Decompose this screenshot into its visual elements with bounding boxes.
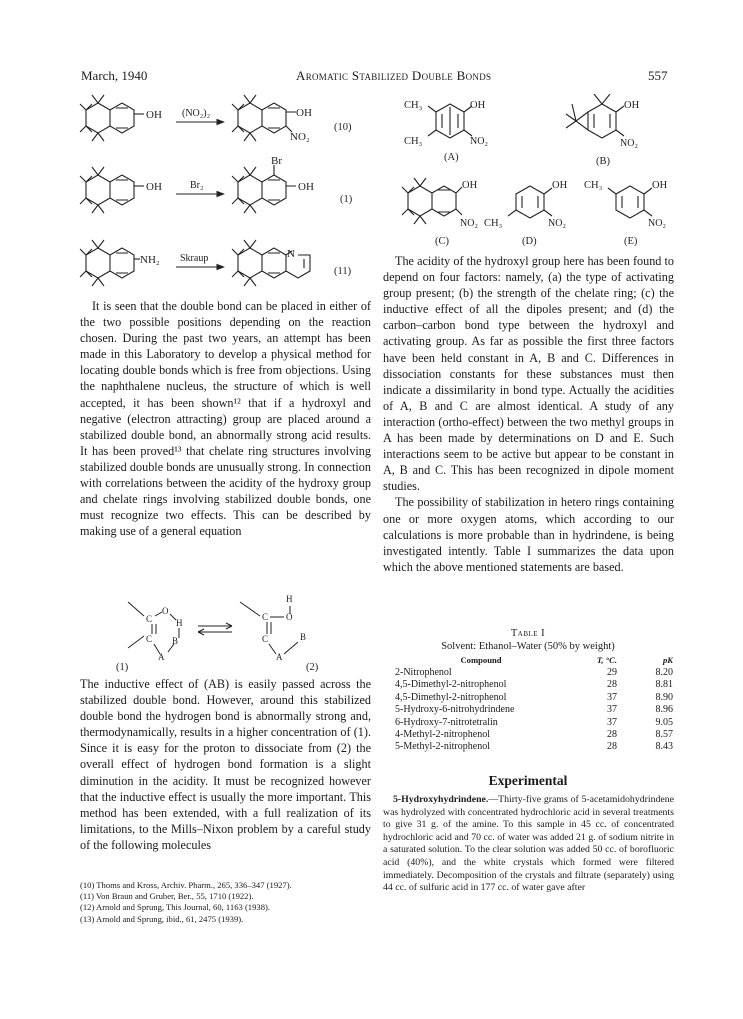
left-column-continued: [80, 676, 371, 853]
svg-text:C: C: [146, 614, 153, 624]
product-n: N: [287, 248, 295, 260]
compound-a: [428, 104, 472, 138]
group-oh-1: OH: [146, 109, 162, 121]
paragraph: The acidity of the hydroxyl group here has been found to depend on four factors: namely, (a) the type of activating group present; (b) the strength of the chelate ring; (c) the inductive effect of all the dipoles present; and (d) the carbon–carbon bond type between the hydroxyl and activating group. As far as possible the first three factors have been held constant in A, B and C. Differences in dissociation constants for these substances must then indicate a dissimilarity in bond type. Actually the acidities of A, B and C are almost identical. A study of any interaction (ortho-effect) between the two methyl groups in A has been made by determinations on D and E. Such interactions seem to be active but appear to be constant in A, B and C. This has been recognized in dipole moment studies.: [383, 254, 674, 494]
paragraph: —Thirty-five grams of 5-acetamidohydrindene was hydrolyzed with concentrated hydrochloric acid in several treatments to give 31 g. of the amine. To this sample in 45 cc. of concentrated hydrochloric acid and 70 cc. of water was added 21 g. of sodium nitrite in a saturated solution. To the clear solution was added 50 cc. of borofluoric acid (40%), and the white crystals which formed were filtered immediately. Decomposition of the crystals and filtrate (separately) using 44 cc. of sulfuric acid in 177 cc. of water gave after: [383, 794, 674, 894]
tetralin-product-1: [232, 95, 296, 141]
product-br: Br: [271, 155, 282, 167]
header-date: March, 1940: [81, 68, 148, 83]
reagent-skraup: Skraup: [180, 253, 209, 264]
table-solvent: Solvent: Ethanol–Water (50% by weight): [441, 641, 615, 652]
svg-text:CH₃: CH₃: [484, 218, 503, 229]
svg-text:OH: OH: [470, 100, 486, 111]
svg-text:C: C: [262, 634, 269, 644]
references: [80, 880, 370, 925]
eq-number-10: (10): [334, 122, 352, 133]
svg-text:NO₂: NO₂: [460, 218, 478, 229]
svg-text:NO₂: NO₂: [648, 218, 666, 229]
label-d: (D): [522, 236, 537, 247]
compound-b: [566, 94, 624, 138]
label-c: (C): [435, 236, 449, 247]
paragraph: The possibility of stabilization in hetero rings containing one or more oxygen atoms, which according to our calculations is more probable than in hydrindene, is being investigated intently. Table I summarizes the data upon which the above mentioned statements are based.: [383, 495, 674, 574]
reference-item: (13) Arnold and Sprung, ibid., 61, 2475 (1939).: [80, 913, 244, 924]
label-a: (A): [444, 152, 459, 163]
product-oh-2: OH: [298, 181, 314, 193]
table-row: 4-Methyl-2-nitrophenol 28 8.57: [395, 729, 673, 741]
quinoline-product: [232, 240, 310, 286]
reference-item: (10) Thoms and Kross, Archiv. Pharm., 265, 336–347 (1927).: [80, 880, 292, 890]
table-row: 4,5-Dimethyl-2-nitrophenol 28 8.81: [395, 679, 673, 691]
section-heading: Experimental: [488, 773, 568, 788]
tetralin-reactant-3: [80, 240, 140, 286]
equilibrium-scheme: [110, 586, 340, 672]
eq-number-11: (11): [334, 266, 352, 277]
table-row: 4,5-Dimethyl-2-nitrophenol 37 8.90: [395, 691, 673, 703]
svg-text:C: C: [146, 634, 153, 644]
svg-text:CH₃: CH₃: [584, 180, 603, 191]
product-no2-1: NO₂: [290, 131, 310, 143]
svg-text:NO₂: NO₂: [470, 136, 488, 147]
tetralin-reactant-2: [80, 167, 144, 213]
svg-text:OH: OH: [624, 100, 640, 111]
svg-text:A: A: [158, 652, 165, 662]
tetralin-product-2: [232, 165, 296, 213]
svg-text:OH: OH: [552, 180, 568, 191]
label-b: (B): [596, 156, 610, 167]
column-header: T, °C.: [596, 655, 617, 665]
paragraph: The inductive effect of (AB) is easily passed across the stabilized double bond. However, around this stabilized double bond the hydrogen bond is abnormally strong and, thermodynamically, results in a higher concentration of (1). Since it is easy for the proton to dissociate from (2) the overall effect of hydrogen bond formation is a slight diminution in the acidity. It must be recognized however that the inductive effect is usually the more important. This method has been extended, with a full realization of its limitations, to the Mills–Nixon problem by a careful study of the following molecules: [80, 677, 371, 852]
svg-text:CH₃: CH₃: [404, 100, 423, 111]
table-row: 5-Hydroxy-6-nitrohydrindene 37 8.96: [395, 704, 673, 716]
data-table: [383, 628, 673, 754]
compound-d: [508, 186, 552, 218]
svg-text:O: O: [286, 612, 293, 622]
svg-text:H: H: [286, 594, 293, 604]
svg-text:OH: OH: [652, 180, 668, 191]
svg-text:B: B: [172, 636, 179, 646]
table-title: Table I: [510, 628, 546, 639]
left-column: [80, 298, 371, 539]
svg-text:CH₃: CH₃: [404, 136, 423, 147]
svg-text:NO₂: NO₂: [548, 218, 566, 229]
reagent-no2: (NO₂)₂: [182, 108, 211, 119]
running-title: Aromatic Stabilized Double Bonds: [296, 68, 492, 83]
experimental-text: [383, 794, 674, 895]
group-oh-2: OH: [146, 181, 162, 193]
table-row: 6-Hydroxy-7-nitrotetralin 37 9.05: [395, 716, 673, 728]
compound-c: [402, 178, 462, 224]
svg-text:OH: OH: [462, 180, 478, 191]
table-row: 5-Methyl-2-nitrophenol 28 8.43: [395, 741, 673, 753]
eq-number-1: (1): [340, 194, 353, 205]
label-e: (E): [624, 236, 638, 247]
page-number: 557: [648, 68, 668, 83]
svg-text:C: C: [262, 612, 269, 622]
group-nh2: NH₂: [140, 254, 160, 266]
svg-text:O: O: [162, 606, 169, 616]
reference-item: (11) Von Braun and Gruber, Ber., 55, 1710 (1922).: [80, 891, 254, 902]
table-row: 2-Nitrophenol 29 8.20: [395, 667, 673, 678]
subsection-heading: 5-Hydroxyhydrindene.: [393, 794, 489, 805]
label-form-2: (2): [306, 662, 319, 672]
right-column: [383, 253, 674, 575]
tetralin-reactant-1: [80, 95, 144, 141]
column-header: Compound: [460, 655, 502, 665]
column-header: pK: [662, 655, 673, 665]
svg-text:NO₂: NO₂: [620, 138, 638, 149]
svg-text:H: H: [176, 618, 183, 628]
reagent-br2: Br₂: [190, 180, 204, 191]
compound-structures: [380, 94, 680, 254]
svg-text:B: B: [300, 632, 307, 642]
product-oh-1: OH: [296, 107, 312, 119]
paragraph: It is seen that the double bond can be placed in either of the two possible positions depending on the reaction chosen. During the past two years, an attempt has been made in this Laboratory to develop a physical method for locating double bonds which is free from objections. Using the naphthalene nucleus, the structure of which is well accepted, it has been shown¹² that if a hydroxyl and negative (electron attracting) group are placed around a stabilized double bond, an abnormally strong acid results. It has been proved¹³ that chelate ring structures involving stabilized double bonds are unusually strong. In connection with correlations between the acidity of the hydroxy group and chelate rings involving stabilized double bonds, one must recognize two effects. This can be described by making use of a general equation: [80, 299, 371, 539]
label-form-1: (1): [116, 662, 129, 672]
reference-item: (12) Arnold and Sprung, This Journal, 60, 1163 (1938).: [80, 902, 271, 913]
compound-e: [608, 186, 652, 218]
svg-text:A: A: [276, 652, 283, 662]
reaction-schemes: [78, 90, 378, 300]
